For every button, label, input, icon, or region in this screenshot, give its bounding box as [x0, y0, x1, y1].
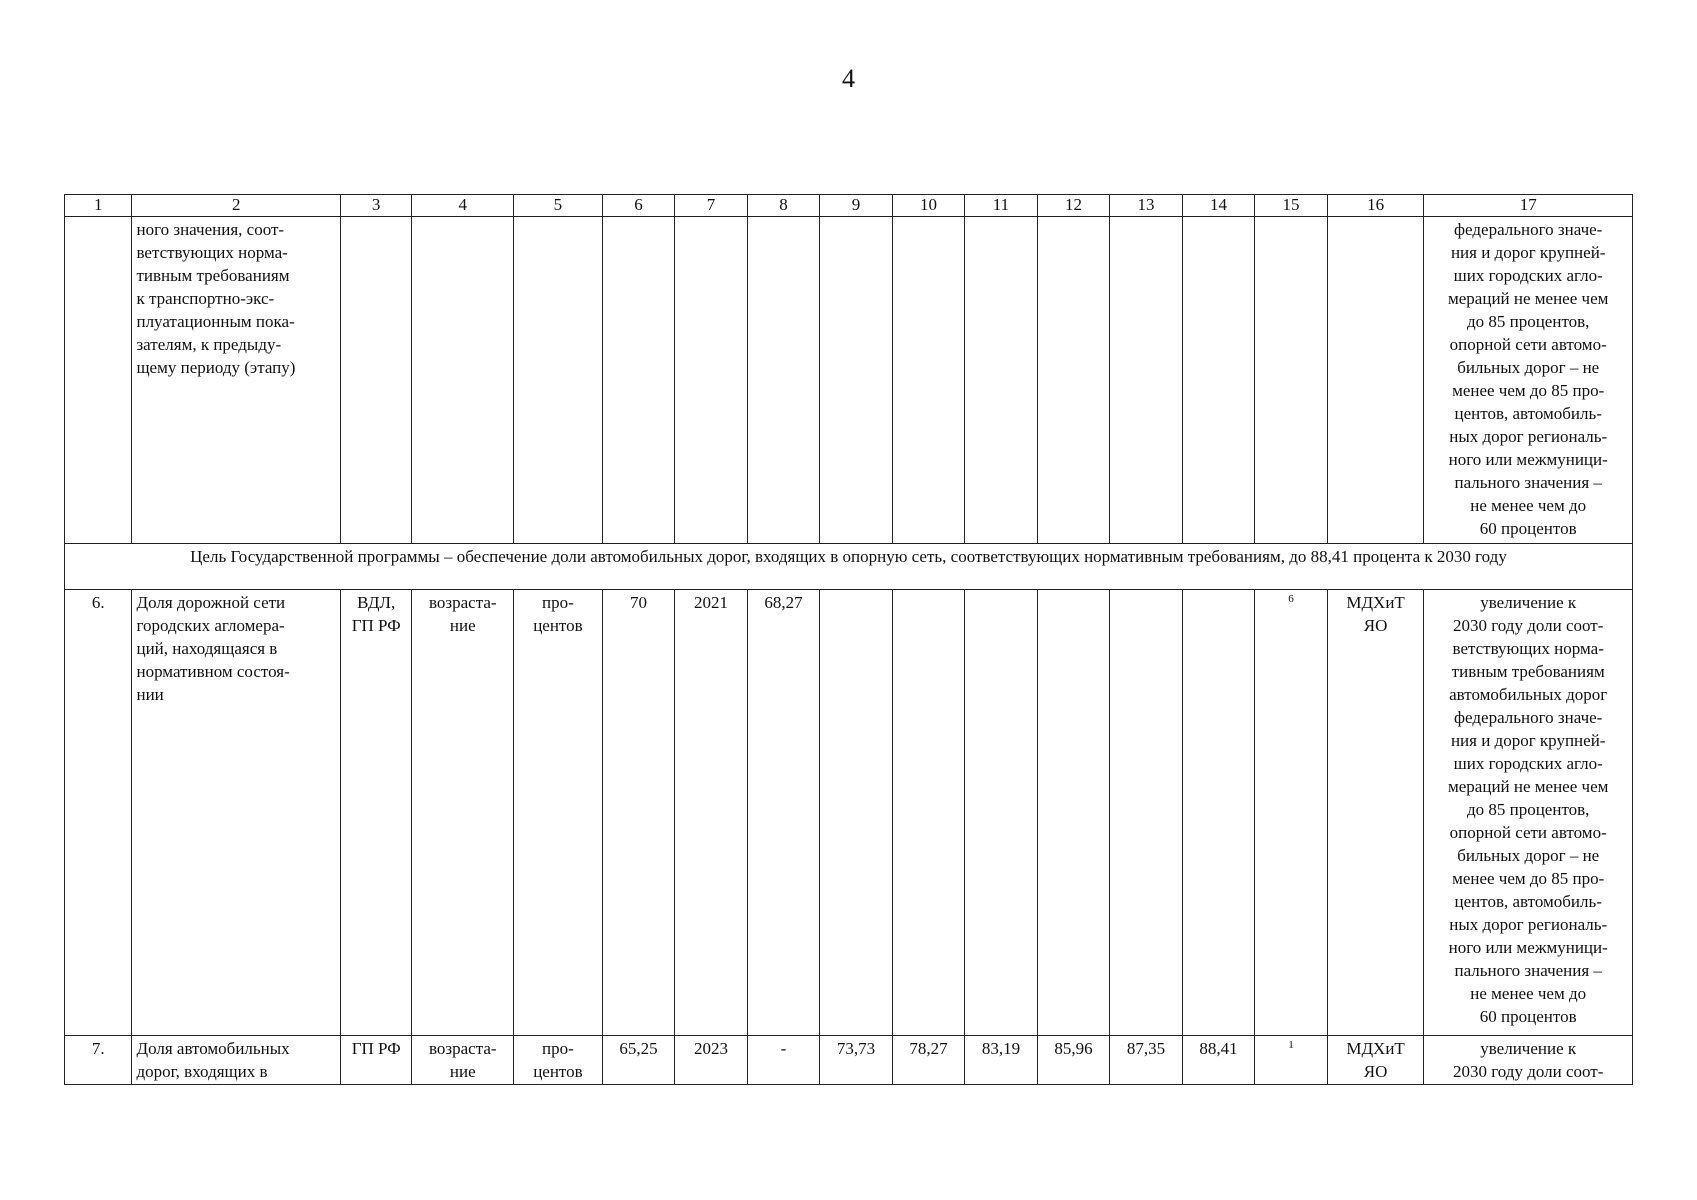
row-number: 7. [65, 1036, 132, 1085]
table-row [65, 590, 1633, 1036]
footnote-ref: 6 [1255, 590, 1328, 1036]
footnote-ref: 1 [1255, 1036, 1328, 1085]
value-col-13 [1110, 590, 1183, 1036]
value-col-12 [1037, 590, 1110, 1036]
column-number: 14 [1182, 195, 1255, 217]
column-number: 4 [412, 195, 514, 217]
value-col-9 [820, 590, 893, 1036]
column-number: 11 [965, 195, 1038, 217]
column-number: 7 [675, 195, 748, 217]
continuation-indicator-name: ного значения, соот- ветствующих норма- тивным требованиям к транспортно-экс- плуатационным пока- зателям, к предыду- щему периоду (этапу) [132, 217, 340, 544]
indicator-trend: возраста- ние [412, 590, 514, 1036]
value-col-9: 73,73 [820, 1036, 893, 1085]
responsible-body: МДХиТ ЯО [1327, 590, 1424, 1036]
column-number-row [65, 195, 1633, 217]
column-number: 6 [602, 195, 675, 217]
continuation-expected-result: федерального значе- ния и дорог крупней- ших городских агло- мераций не менее чем до 85 процентов, опорной сети автомо- бильных дорог – не менее чем до 85 про- центов, автомобиль- ных дорог региональ- ного или межмуници- пального значения – не менее чем до 60 процентов [1424, 217, 1633, 544]
value-col-10 [892, 590, 965, 1036]
indicator-trend: возраста- ние [412, 1036, 514, 1085]
value-col-12: 85,96 [1037, 1036, 1110, 1085]
unit-of-measure: про- центов [514, 1036, 603, 1085]
program-goal: Цель Государственной программы – обеспечение доли автомобильных дорог, входящих в опорную сеть, соответствующих нормативным требованиям, до 88,41 процента к 2030 году [65, 544, 1633, 590]
indicator-name: Доля автомобильных дорог, входящих в [132, 1036, 340, 1085]
base-year: 2021 [675, 590, 748, 1036]
column-number: 1 [65, 195, 132, 217]
indicator-name: Доля дорожной сети городских агломера- ций, находящаяся в нормативном состоя- нии [132, 590, 340, 1036]
column-number: 15 [1255, 195, 1328, 217]
column-number: 9 [820, 195, 893, 217]
column-number: 5 [514, 195, 603, 217]
column-number: 16 [1327, 195, 1424, 217]
value-col-11: 83,19 [965, 1036, 1038, 1085]
value-col-10: 78,27 [892, 1036, 965, 1085]
expected-result: увеличение к 2030 году доли соот- ветствующих норма- тивным требованиям автомобильных дорог федерального значе- ния и дорог крупней- ших городских агло- мераций не менее чем до 85 процентов, опорной сети автомо- бильных дорог – не менее чем до 85 про- центов, автомобиль- ных дорог региональ- ного или межмуници- пального значения – не менее чем до 60 процентов [1424, 590, 1633, 1036]
column-number: 2 [132, 195, 340, 217]
row-number: 6. [65, 590, 132, 1036]
column-number: 13 [1110, 195, 1183, 217]
value-col-13: 87,35 [1110, 1036, 1183, 1085]
continuation-row [65, 217, 1633, 544]
table-row [65, 1036, 1633, 1085]
expected-result: увеличение к 2030 году доли соот- [1424, 1036, 1633, 1085]
value-col-14: 88,41 [1182, 1036, 1255, 1085]
column-number: 17 [1424, 195, 1633, 217]
column-number: 8 [747, 195, 820, 217]
base-value: 70 [602, 590, 675, 1036]
value-col-8: 68,27 [747, 590, 820, 1036]
column-number: 12 [1037, 195, 1110, 217]
unit-of-measure: про- центов [514, 590, 603, 1036]
responsible-body: МДХиТ ЯО [1327, 1036, 1424, 1085]
page-number: 4 [842, 64, 855, 93]
indicators-table [64, 194, 1633, 1085]
column-number: 3 [340, 195, 412, 217]
base-year: 2023 [675, 1036, 748, 1085]
value-col-8: - [747, 1036, 820, 1085]
value-col-14 [1182, 590, 1255, 1036]
indicator-level: ГП РФ [340, 1036, 412, 1085]
goal-row [65, 544, 1633, 590]
column-number: 10 [892, 195, 965, 217]
base-value: 65,25 [602, 1036, 675, 1085]
value-col-11 [965, 590, 1038, 1036]
indicator-level: ВДЛ, ГП РФ [340, 590, 412, 1036]
